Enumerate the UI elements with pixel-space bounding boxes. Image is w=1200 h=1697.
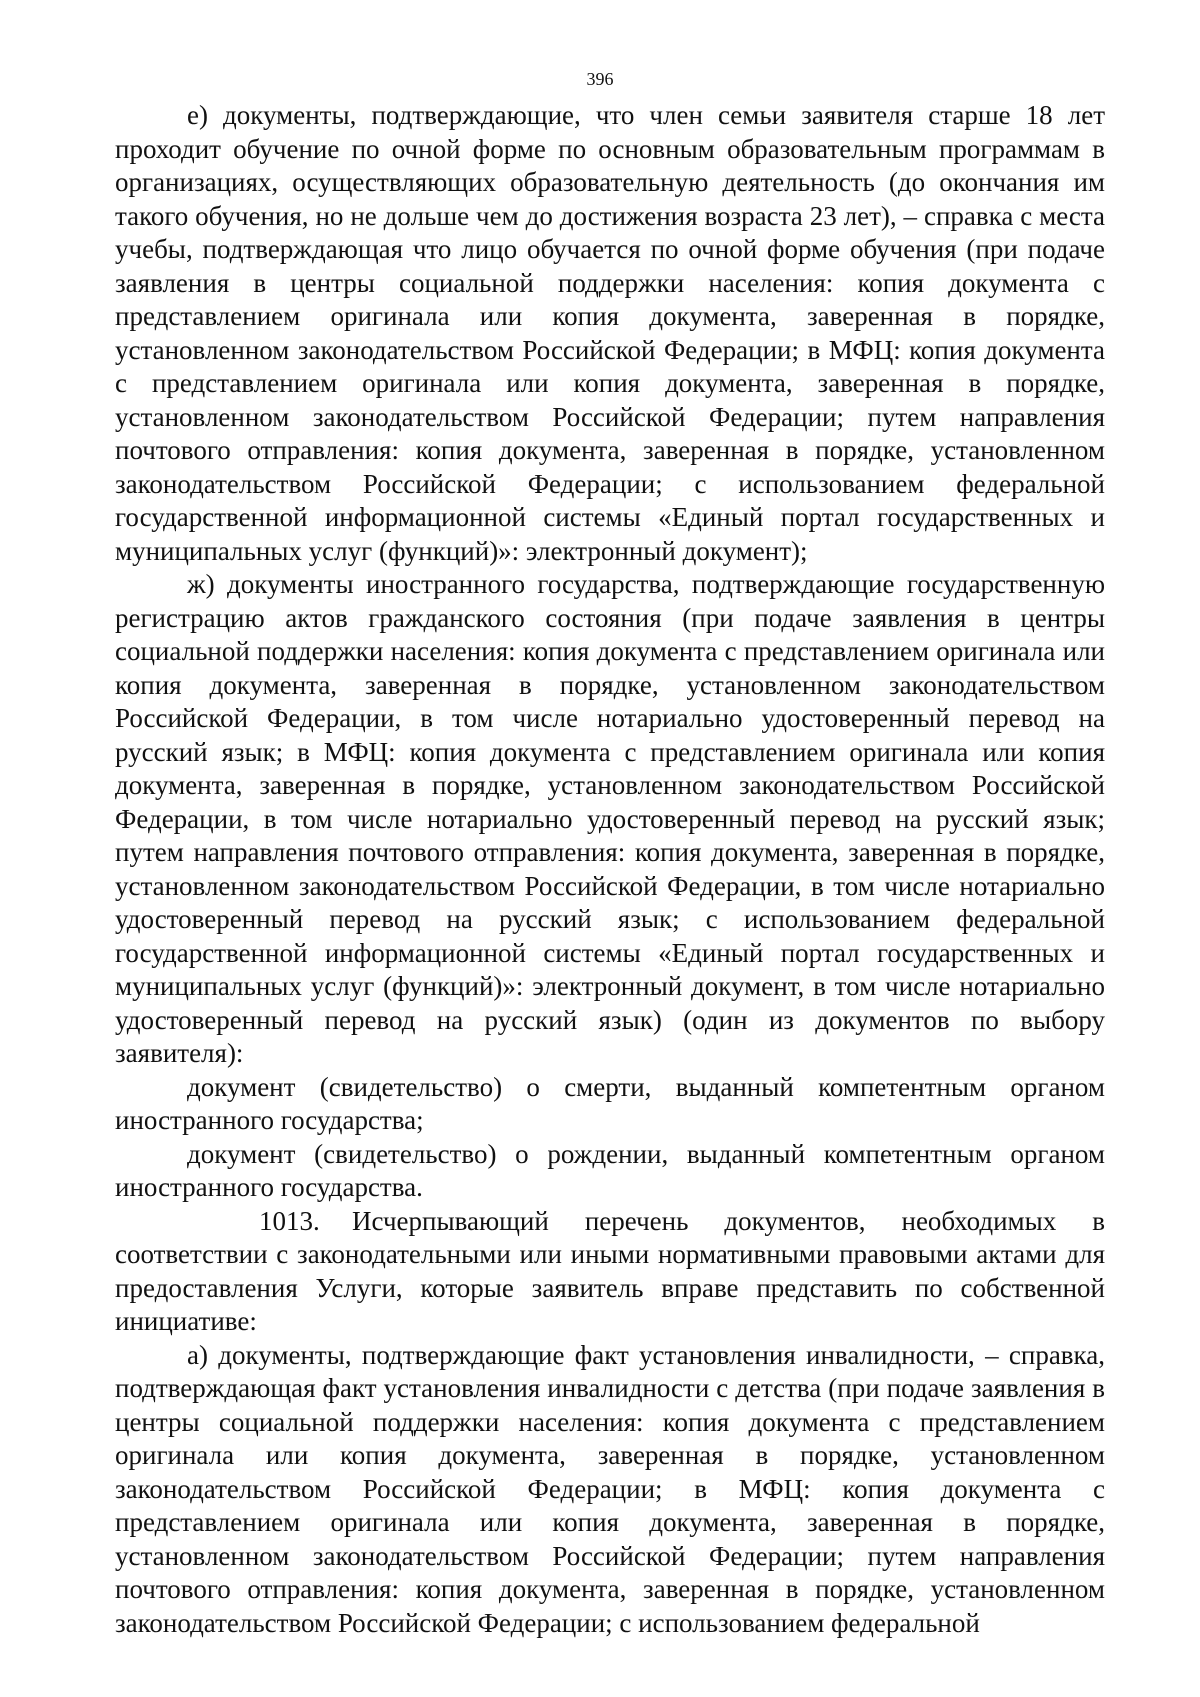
- item-1013-text: Исчерпывающий перечень документов, необходимых в соответствии с законодательными или иными нормативными правовыми актами для предоставления Услуги, которые заявитель вправе представить по собственной инициативе:: [115, 1205, 1105, 1336]
- paragraph-death-certificate: документ (свидетельство) о смерти, выданный компетентным органом иностранного государства;: [115, 1071, 1105, 1135]
- page-number: 396: [586, 69, 614, 89]
- document-body: [115, 99, 1105, 1640]
- paragraph-a: а) документы, подтверждающие факт установления инвалидности, – справка, подтверждающая факт установления инвалидности с детства (при подаче заявления в центры социальной поддержки населения: копия документа с представлением оригинала или копия документа, заверенная в порядке, установленном законодательством Российской Федерации; в МФЦ: копия документа с представлением оригинала или копия документа, заверенная в порядке, установленном законодательством Российской Федерации; путем направления почтового отправления: копия документа, заверенная в порядке, установленном законодательством Российской Федерации; с использованием федеральной: [115, 1339, 1105, 1638]
- paragraph-e: е) документы, подтверждающие, что член семьи заявителя старше 18 лет проходит обучение по очной форме по основным образовательным программам в организациях, осуществляющих образовательную деятельность (до окончания им такого обучения, но не дольше чем до достижения возраста 23 лет), – справка с места учебы, подтверждающая что лицо обучается по очной форме обучения (при подаче заявления в центры социальной поддержки населения: копия документа с представлением оригинала или копия документа, заверенная в порядке, установленном законодательством Российской Федерации; в МФЦ: копия документа с представлением оригинала или копия документа, заверенная в порядке, установленном законодательством Российской Федерации; путем направления почтового отправления: копия документа, заверенная в порядке, установленном законодательством Российской Федерации; с использованием федеральной государственной информационной системы «Единый портал государственных и муниципальных услуг (функций)»: электронный документ);: [115, 100, 1105, 566]
- paragraph-birth-certificate: документ (свидетельство) о рождении, выданный компетентным органом иностранного государства.: [115, 1138, 1105, 1202]
- item-1013: [115, 1205, 1105, 1339]
- item-1013-number: 1013.: [259, 1205, 320, 1236]
- paragraph-zh: ж) документы иностранного государства, подтверждающие государственную регистрацию актов гражданского состояния (при подаче заявления в центры социальной поддержки населения: копия документа с представлением оригинала или копия документа, заверенная в порядке, установленном законодательством Российской Федерации, в том числе нотариально удостоверенный перевод на русский язык; в МФЦ: копия документа с представлением оригинала или копия документа, заверенная в порядке, установленном законодательством Российской Федерации, в том числе нотариально удостоверенный перевод на русский язык; путем направления почтового отправления: копия документа, заверенная в порядке, установленном законодательством Российской Федерации, в том числе нотариально удостоверенный перевод на русский язык; с использованием федеральной государственной информационной системы «Единый портал государственных и муниципальных услуг (функций)»: электронный документ, в том числе нотариально удостоверенный перевод на русский язык) (один из документов по выбору заявителя):: [115, 569, 1105, 1068]
